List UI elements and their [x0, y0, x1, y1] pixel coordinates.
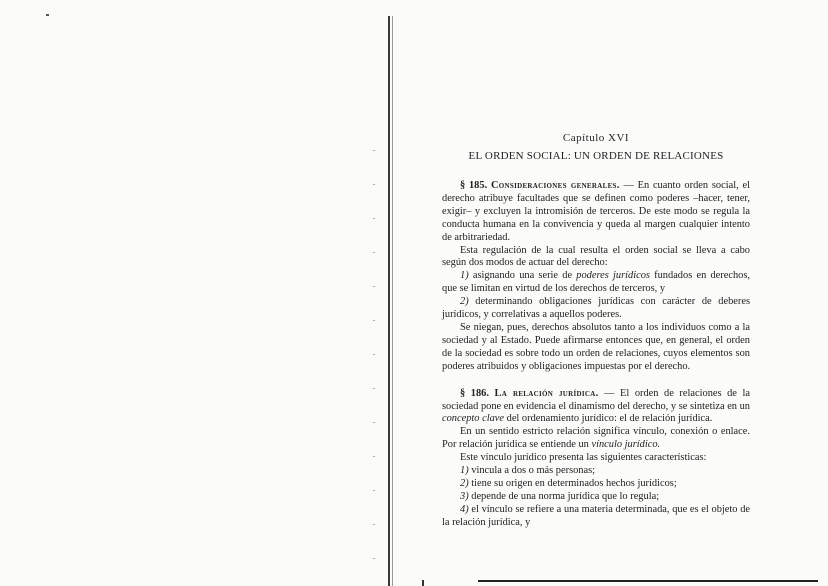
item-text: fundados en derechos, que se limitan en virtud de los derechos de terceros, y — [442, 270, 750, 295]
section-heading: Consideraciones generales. — [490, 180, 620, 191]
page-edge-marks — [373, 150, 375, 570]
scan-speck — [422, 580, 424, 586]
item-number: 1) — [460, 465, 469, 477]
section-heading: La relación jurídica. — [494, 387, 599, 399]
item-text: depende de una norma jurídica que lo regula; — [468, 490, 660, 502]
item-number: 2) — [460, 296, 469, 308]
item-number: 1) — [460, 270, 469, 282]
emphasis-text: vínculo jurídico. — [591, 439, 661, 451]
section-186-paragraph — [442, 388, 750, 427]
paragraph: Se niegan, pues, derechos absolutos tanto a los individuos como a la sociedad y al Estado. Puede afirmarse entonces que, en general, el orden de la sociedad es sobre todo un orden de relaciones, cuyos elementos son poderes atribuidos y obligaciones impuestas por el derecho. — [442, 321, 750, 372]
item-text: vincula a dos o más personas; — [468, 465, 596, 477]
list-item — [442, 270, 750, 296]
paragraph — [442, 426, 750, 452]
paragraph-text: En un sentido estricto relación significa vínculo, conexión o enlace. Por relación jurídica se entiende un — [442, 426, 750, 451]
paragraph: Este vínculo jurídico presenta las siguientes características: — [460, 452, 707, 464]
emphasis-text: concepto clave — [442, 413, 505, 425]
bottom-edge-rule — [478, 580, 818, 582]
section-number: § 186. — [460, 387, 489, 399]
item-text: el vínculo se refiere a una materia determinada, que es el objeto de la relación jurídica, y — [442, 503, 750, 528]
section-number: § 185. — [460, 180, 488, 191]
book-spine — [388, 16, 390, 586]
list-item — [442, 296, 750, 322]
emphasis-text: poderes jurídicos — [576, 270, 650, 282]
list-item — [442, 478, 750, 491]
section-185-paragraph — [442, 180, 750, 245]
item-text: tiene su origen en determinados hechos jurídicos; — [468, 477, 677, 489]
list-item — [442, 504, 750, 530]
item-text: determinando obligaciones jurídicas con carácter de deberes jurídicos, y correlativas a aquellos poderes. — [442, 296, 750, 321]
paragraph-text: del ordenamiento jurídico: el de relación jurídica. — [504, 413, 713, 425]
paragraph: Esta regulación de la cual resulta el orden social se lleva a cabo según dos modos de actuar del derecho: — [442, 244, 750, 269]
chapter-title: EL ORDEN SOCIAL: UN ORDEN DE RELACIONES — [468, 150, 724, 162]
list-item — [442, 491, 750, 504]
scan-speck — [46, 14, 49, 16]
paragraph-text: — El orden de relaciones de la sociedad pone en evidencia el dinamismo del derecho, y se sintetiza en un — [442, 387, 750, 412]
item-text: asignando una serie de — [468, 270, 577, 282]
item-number: 3) — [460, 490, 469, 502]
paragraph-text: — En cuanto orden social, el derecho atribuye facultades que se definen como poderes –hacer, tener, exigir– y excluyen la intromisión de terceros. De este modo se regula la conducta humana en la convivencia y queda al margen cualquier intento de arbitrariedad. — [442, 180, 750, 243]
list-item — [442, 465, 750, 478]
book-page — [442, 132, 750, 530]
item-number: 2) — [460, 477, 469, 489]
chapter-label: Capítulo XVI — [562, 132, 630, 144]
book-spine-shadow — [392, 16, 393, 586]
item-number: 4) — [460, 503, 469, 515]
